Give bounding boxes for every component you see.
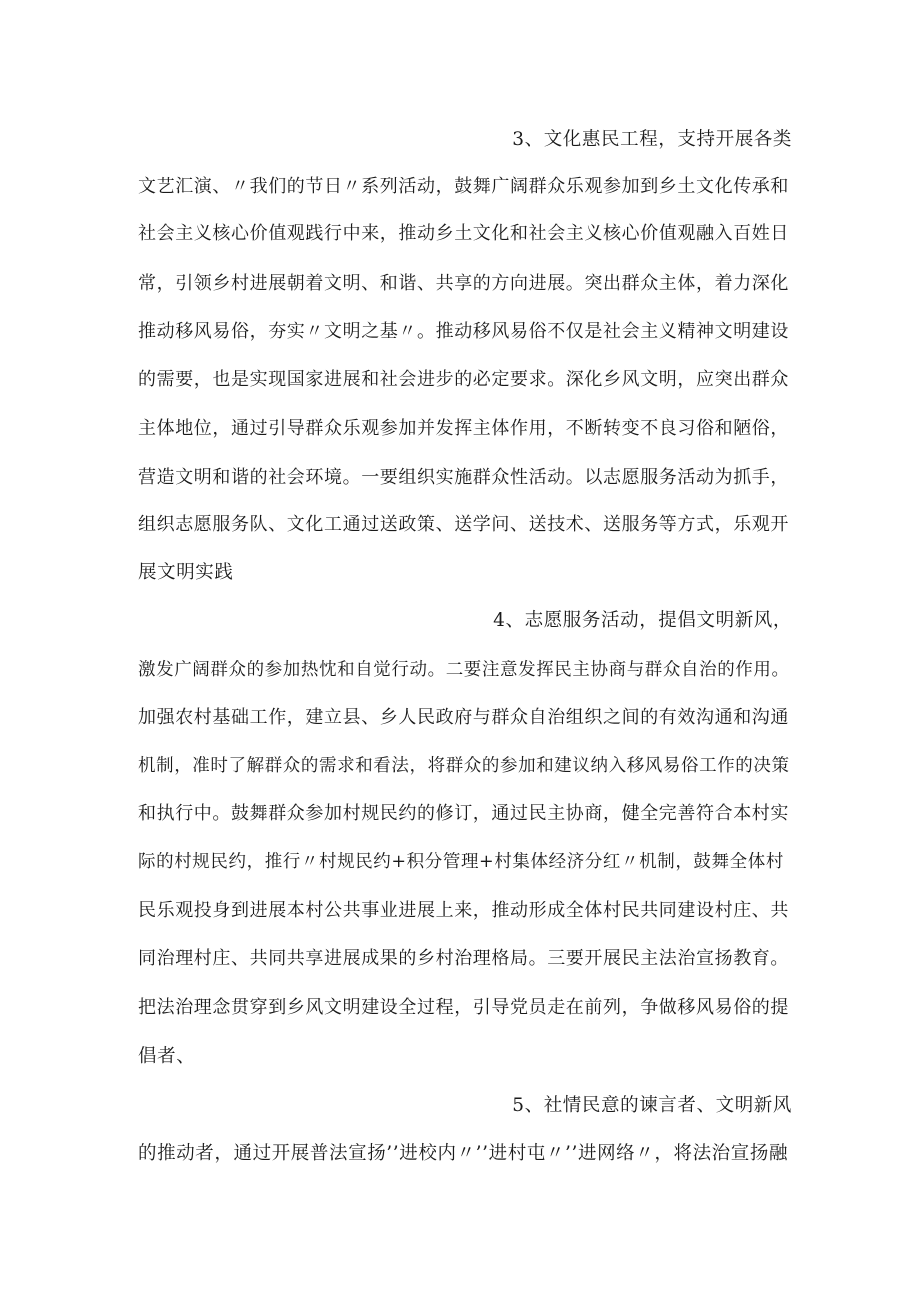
text-line: 的需要，也是实现国家进展和社会进步的必定要求。深化乡风文明，应突出群众 (138, 369, 789, 390)
paragraph-heading-5: 5、社情民意的谏言者、文明新风 (512, 1095, 792, 1116)
text-line: 文艺汇演、〃我们的节日〃系列活动，鼓舞广阔群众乐观参加到乡土文化传承和 (138, 176, 789, 197)
paragraph-heading-3: 3、文化惠民工程，支持开展各类 (512, 129, 792, 150)
text-line: 和执行中。鼓舞群众参加村规民约的修订，通过民主协商，健全完善符合本村实 (138, 803, 789, 824)
text-line: 社会主义核心价值观践行中来，推动乡土文化和社会主义核心价值观融入百姓日 (138, 223, 789, 244)
text-line: 机制，准时了解群众的需求和看法，将群众的参加和建议纳入移风易俗工作的决策 (138, 756, 790, 776)
text-line: 展文明实践 (138, 562, 234, 583)
text-line: 营造文明和谐的社会环境。一要组织实施群众性活动。以志愿服务活动为抓手， (138, 467, 789, 488)
text-line: 际的村规民约，推行〃村规民约+积分管理+村集体经济分红〃机制，鼓舞全体村 (138, 852, 784, 872)
text-line: 主体地位，通过引导群众乐观参加并发挥主体作用，不断转变不良习俗和陋俗， (138, 418, 789, 439)
text-line: 常，引领乡村进展朝着文明、和谐、共享的方向进展。突出群众主体，着力深化 (138, 273, 789, 294)
text-line: 把法治理念贯穿到乡风文明建设全过程，引导党员走在前列，争做移风易俗的提 (138, 997, 789, 1018)
paragraph-heading-4: 4、志愿服务活动，提倡文明新风， (493, 610, 792, 631)
text-line: 倡者、 (138, 1046, 196, 1067)
text-line: 激发广阔群众的参加热忱和自觉行动。二要注意发挥民主协商与群众自治的作用。 (138, 660, 790, 680)
text-line: 组织志愿服务队、文化工通过送政策、送学问、送技术、送服务等方式，乐观开 (138, 514, 789, 535)
text-line: 的推动者，通过开展普法宣扬’’进校内〃’’进村屯〃’’进网络〃，将法治宣扬融 (138, 1143, 789, 1164)
text-line: 民乐观投身到进展本村公共事业进展上来，推动形成全体村民共同建设村庄、共 (138, 900, 789, 921)
text-line: 同治理村庄、共同共享进展成果的乡村治理格局。三要开展民主法治宣扬教育。 (138, 948, 789, 969)
text-line: 加强农村基础工作，建立县、乡人民政府与群众自治组织之间的有效沟通和沟通 (138, 707, 789, 728)
text-line: 推动移风易俗，夯实〃文明之基〃。推动移风易俗不仅是社会主义精神文明建设 (138, 321, 789, 342)
